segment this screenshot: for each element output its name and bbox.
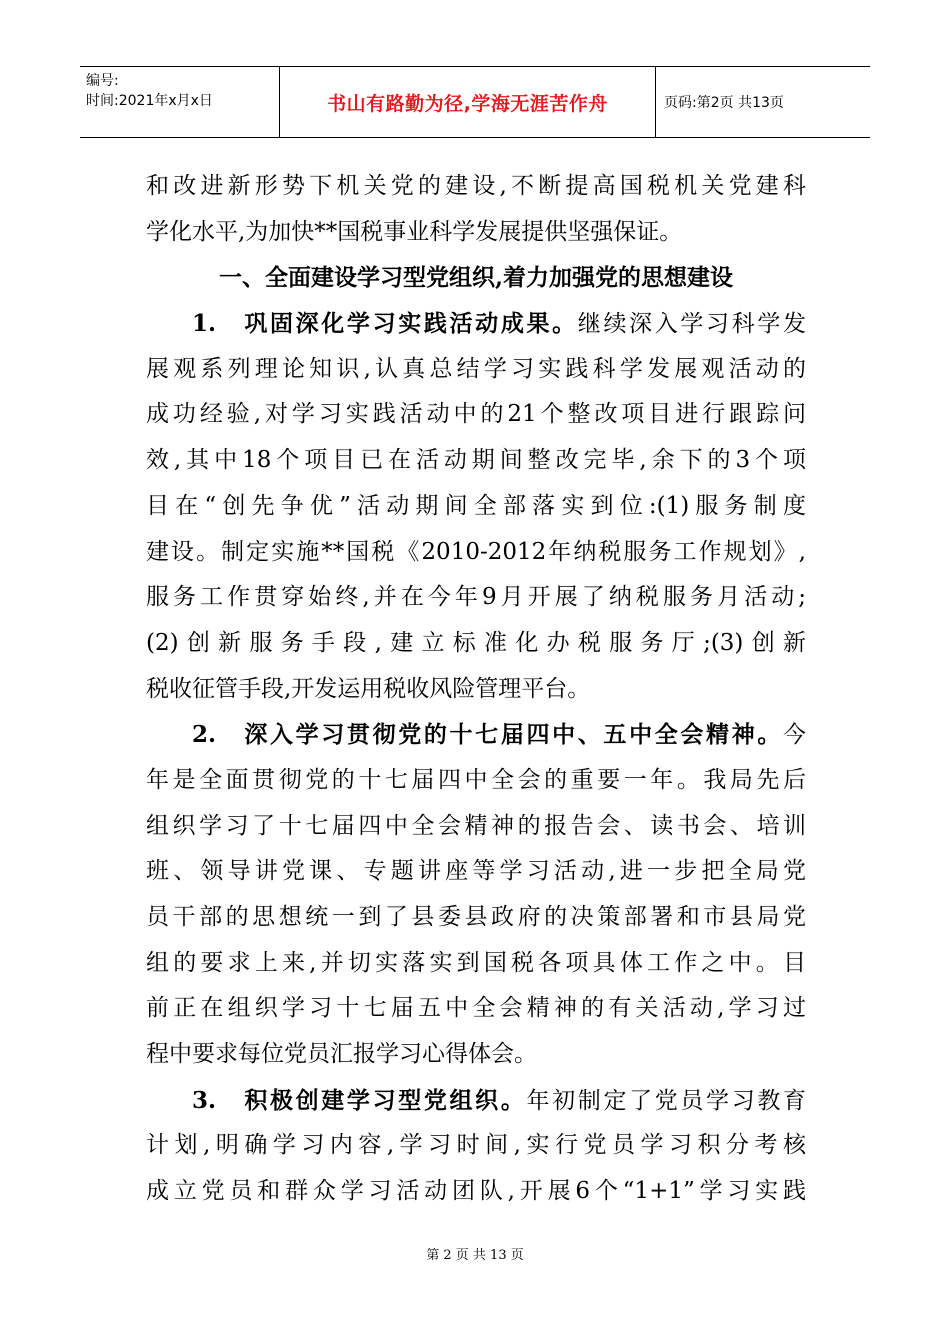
text-line: 学化水平,为加快**国税事业科学发展提供坚强保证。 xyxy=(146,218,683,245)
text-line: 建设。制定实施**国税《2010-2012年纳税服务工作规划》, xyxy=(146,538,806,565)
doc-date-label: 时间:2021年x月x日 xyxy=(86,93,213,109)
paragraph-first-line xyxy=(146,301,806,347)
doc-number-label: 编号: xyxy=(86,73,119,89)
text-line: 成功经验,对学习实践活动中的21个整改项目进行跟踪问 xyxy=(146,401,806,428)
header-page-info: 页码:第2页 共13页 xyxy=(664,95,784,111)
text-line: 年是全面贯彻党的十七届四中全会的重要一年。我局先后 xyxy=(146,766,806,793)
text-line: 组的要求上来,并切实落实到国税各项具体工作之中。目 xyxy=(146,949,806,976)
header-meta xyxy=(80,67,280,137)
paragraph-text: 继续深入学习科学发 xyxy=(577,311,807,338)
page-header xyxy=(80,66,870,138)
paragraph-text: 今 xyxy=(783,722,806,749)
paragraph-heading: 1. 巩固深化学习实践活动成果。 xyxy=(192,310,578,338)
text-line: 和改进新形势下机关党的建设,不断提高国税机关党建科 xyxy=(146,173,806,199)
text-line: 班、领导讲党课、专题讲座等学习活动,进一步把全局党 xyxy=(146,858,806,885)
text-line: 展观系列理论知识,认真总结学习实践科学发展观活动的 xyxy=(146,355,806,382)
paragraph-heading: 3. 积极创建学习型党组织。 xyxy=(192,1086,527,1114)
paragraph-heading: 2. 深入学习贯彻党的十七届四中、五中全会精神。 xyxy=(192,721,783,749)
text-line: 前正在组织学习十七届五中全会精神的有关活动,学习过 xyxy=(146,995,806,1022)
header-motto: 书山有路勤为径,学海无涯苦作舟 xyxy=(280,67,656,137)
paragraph-first-line xyxy=(146,1078,806,1124)
paragraph-first-line xyxy=(146,712,806,758)
text-line: 目在“创先争优”活动期间全部落实到位:(1)服务制度 xyxy=(146,492,806,519)
text-line: 税收征管手段,开发运用税收风险管理平台。 xyxy=(146,675,591,702)
text-line: 效,其中18个项目已在活动期间整改完毕,余下的3个项 xyxy=(146,447,806,474)
text-line: 服务工作贯穿始终,并在今年9月开展了纳税服务月活动; xyxy=(146,584,806,611)
text-line: (2)创新服务手段,建立标准化办税服务厅;(3)创新 xyxy=(146,629,806,656)
text-line: 成立党员和群众学习活动团队,开展6个“1+1”学习实践 xyxy=(146,1178,806,1205)
document-body xyxy=(146,164,806,1215)
page-footer: 第 2 页 共 13 页 xyxy=(426,1248,524,1263)
text-line: 员干部的思想统一到了县委县政府的决策部署和市县局党 xyxy=(146,904,806,930)
text-line: 组织学习了十七届四中全会精神的报告会、读书会、培训 xyxy=(146,812,806,839)
text-line: 计划,明确学习内容,学习时间,实行党员学习积分考核 xyxy=(146,1132,806,1159)
paragraph-text: 年初制定了党员学习教育 xyxy=(526,1087,806,1114)
section-heading: 一、全面建设学习型党组织,着力加强党的思想建设 xyxy=(218,264,733,292)
text-line: 程中要求每位党员汇报学习心得体会。 xyxy=(146,1041,537,1068)
